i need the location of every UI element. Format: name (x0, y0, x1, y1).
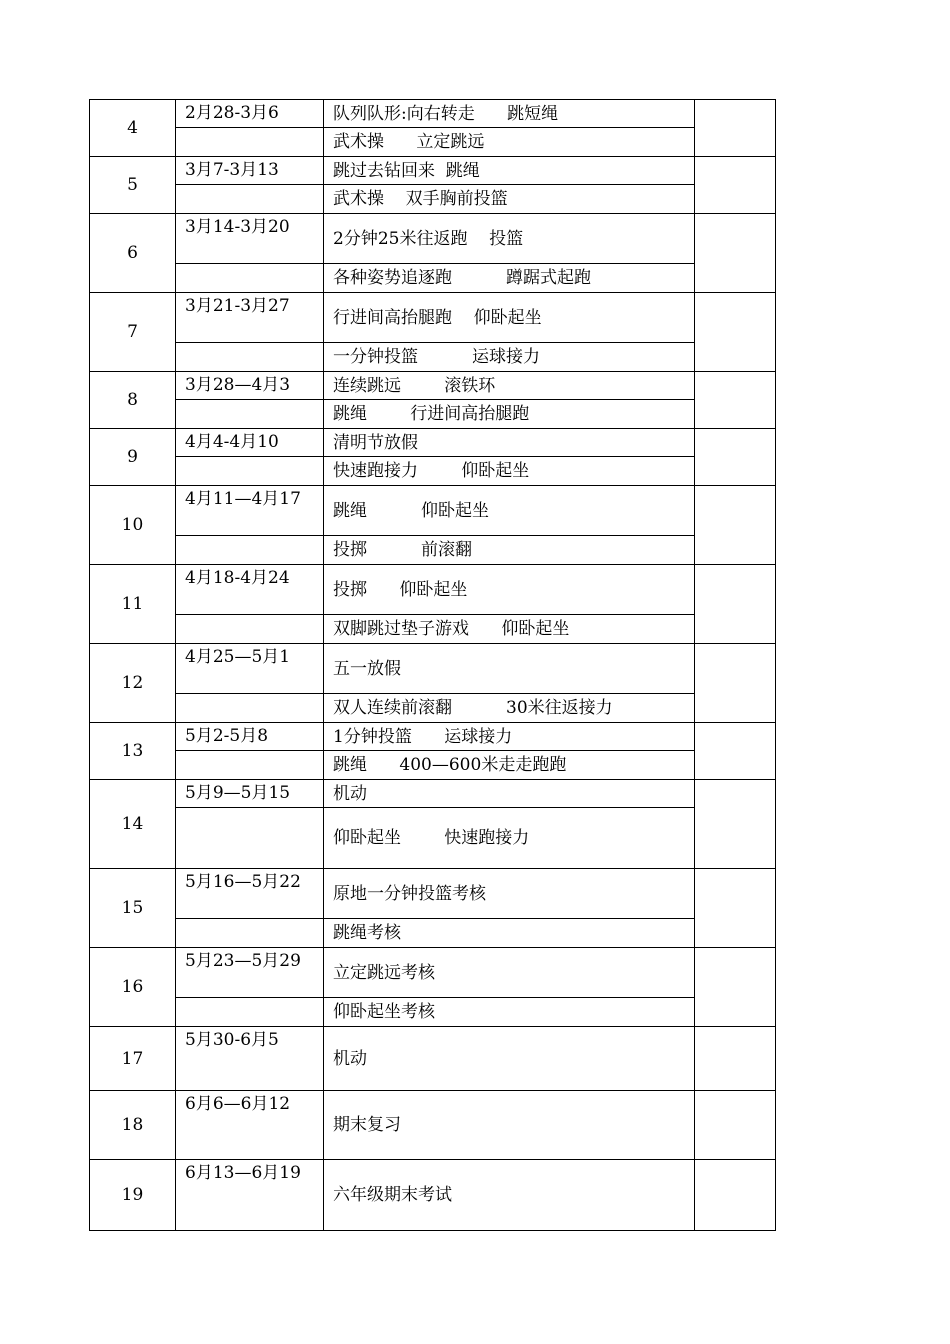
lesson-content: 立定跳远考核 (324, 948, 695, 998)
date-range-empty (176, 457, 324, 486)
date-range: 3月28—4月3 (176, 372, 324, 400)
lesson-content: 投掷 仰卧起坐 (324, 565, 695, 615)
date-range: 2月28-3月6 (176, 100, 324, 128)
table-row (90, 486, 776, 536)
table-row (90, 644, 776, 694)
date-range: 4月18-4月24 (176, 565, 324, 615)
date-range-empty (176, 185, 324, 214)
week-number: 13 (90, 723, 176, 780)
table-row (90, 185, 776, 214)
lesson-content: 连续跳远 滚铁环 (324, 372, 695, 400)
table-row (90, 343, 776, 372)
table-row (90, 128, 776, 157)
table-row (90, 457, 776, 486)
lesson-content: 跳绳 400—600米走走跑跑 (324, 751, 695, 780)
date-range: 6月13—6月19 (176, 1160, 324, 1231)
lesson-content: 1分钟投篮 运球接力 (324, 723, 695, 751)
date-range: 5月9—5月15 (176, 780, 324, 808)
lesson-content: 六年级期末考试 (324, 1160, 695, 1231)
table-row (90, 751, 776, 780)
date-range: 3月7-3月13 (176, 157, 324, 185)
table-row (90, 948, 776, 998)
lesson-content: 期末复习 (324, 1091, 695, 1160)
lesson-content: 双人连续前滚翻 30米往返接力 (324, 694, 695, 723)
schedule-body (90, 100, 776, 1231)
week-number: 4 (90, 100, 176, 157)
lesson-content: 武术操 双手胸前投篮 (324, 185, 695, 214)
note-cell (695, 372, 776, 429)
lesson-content: 2分钟25米往返跑 投篮 (324, 214, 695, 264)
date-range-empty (176, 615, 324, 644)
date-range-empty (176, 343, 324, 372)
date-range-empty (176, 751, 324, 780)
lesson-content: 仰卧起坐 快速跑接力 (324, 808, 695, 869)
lesson-content: 队列队形:向右转走 跳短绳 (324, 100, 695, 128)
date-range: 3月21-3月27 (176, 293, 324, 343)
table-row (90, 565, 776, 615)
table-row (90, 157, 776, 185)
table-row (90, 869, 776, 919)
note-cell (695, 1160, 776, 1231)
week-number: 8 (90, 372, 176, 429)
table-row (90, 429, 776, 457)
lesson-content: 快速跑接力 仰卧起坐 (324, 457, 695, 486)
lesson-content: 机动 (324, 1027, 695, 1091)
table-row (90, 214, 776, 264)
table-row (90, 615, 776, 644)
lesson-content: 仰卧起坐考核 (324, 998, 695, 1027)
lesson-content: 各种姿势追逐跑 蹲踞式起跑 (324, 264, 695, 293)
lesson-content: 原地一分钟投篮考核 (324, 869, 695, 919)
lesson-content: 行进间高抬腿跑 仰卧起坐 (324, 293, 695, 343)
date-range: 5月2-5月8 (176, 723, 324, 751)
note-cell (695, 214, 776, 293)
date-range: 5月16—5月22 (176, 869, 324, 919)
table-row (90, 1027, 776, 1091)
lesson-content: 双脚跳过垫子游戏 仰卧起坐 (324, 615, 695, 644)
note-cell (695, 1091, 776, 1160)
note-cell (695, 1027, 776, 1091)
date-range: 3月14-3月20 (176, 214, 324, 264)
table-row (90, 1091, 776, 1160)
date-range: 6月6—6月12 (176, 1091, 324, 1160)
lesson-content: 投掷 前滚翻 (324, 536, 695, 565)
week-number: 19 (90, 1160, 176, 1231)
date-range: 4月25—5月1 (176, 644, 324, 694)
note-cell (695, 644, 776, 723)
table-row (90, 723, 776, 751)
week-number: 12 (90, 644, 176, 723)
note-cell (695, 869, 776, 948)
week-number: 17 (90, 1027, 176, 1091)
note-cell (695, 723, 776, 780)
note-cell (695, 157, 776, 214)
note-cell (695, 100, 776, 157)
week-number: 9 (90, 429, 176, 486)
table-row (90, 808, 776, 869)
week-number: 14 (90, 780, 176, 869)
date-range-empty (176, 400, 324, 429)
lesson-content: 跳绳考核 (324, 919, 695, 948)
note-cell (695, 948, 776, 1027)
table-row (90, 400, 776, 429)
week-number: 16 (90, 948, 176, 1027)
lesson-content: 武术操 立定跳远 (324, 128, 695, 157)
date-range-empty (176, 536, 324, 565)
lesson-content: 一分钟投篮 运球接力 (324, 343, 695, 372)
lesson-content: 清明节放假 (324, 429, 695, 457)
table-row (90, 100, 776, 128)
week-number: 6 (90, 214, 176, 293)
table-row (90, 780, 776, 808)
date-range-empty (176, 919, 324, 948)
lesson-content: 跳绳 仰卧起坐 (324, 486, 695, 536)
table-row (90, 264, 776, 293)
table-row (90, 536, 776, 565)
week-number: 7 (90, 293, 176, 372)
table-row (90, 1160, 776, 1231)
note-cell (695, 565, 776, 644)
date-range: 5月23—5月29 (176, 948, 324, 998)
date-range-empty (176, 998, 324, 1027)
table-row (90, 919, 776, 948)
table-row (90, 293, 776, 343)
lesson-content: 机动 (324, 780, 695, 808)
date-range: 4月11—4月17 (176, 486, 324, 536)
table-row (90, 694, 776, 723)
lesson-content: 跳过去钻回来 跳绳 (324, 157, 695, 185)
note-cell (695, 486, 776, 565)
date-range-empty (176, 808, 324, 869)
week-number: 18 (90, 1091, 176, 1160)
date-range: 4月4-4月10 (176, 429, 324, 457)
note-cell (695, 780, 776, 869)
lesson-content: 五一放假 (324, 644, 695, 694)
lesson-content: 跳绳 行进间高抬腿跑 (324, 400, 695, 429)
week-number: 15 (90, 869, 176, 948)
note-cell (695, 429, 776, 486)
week-number: 10 (90, 486, 176, 565)
week-number: 5 (90, 157, 176, 214)
date-range: 5月30-6月5 (176, 1027, 324, 1091)
table-row (90, 998, 776, 1027)
note-cell (695, 293, 776, 372)
table-row (90, 372, 776, 400)
date-range-empty (176, 128, 324, 157)
date-range-empty (176, 264, 324, 293)
date-range-empty (176, 694, 324, 723)
schedule-table (89, 99, 776, 1231)
week-number: 11 (90, 565, 176, 644)
